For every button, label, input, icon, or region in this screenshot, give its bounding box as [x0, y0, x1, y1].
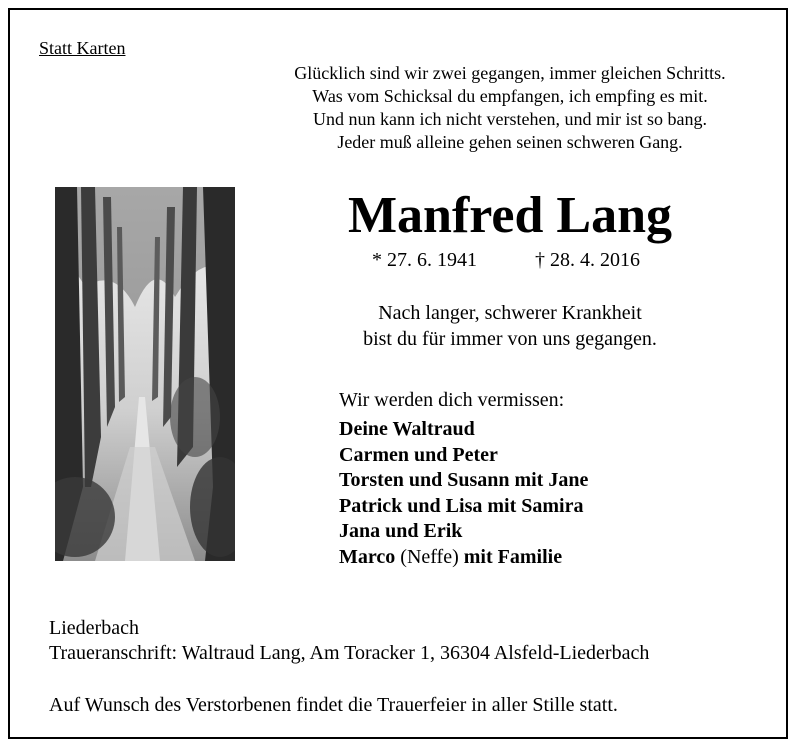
poem — [260, 62, 760, 154]
poem-line: Glücklich sind wir zwei gegangen, immer gleichen Schritts. — [294, 63, 726, 83]
tree-alley-illustration — [55, 187, 235, 561]
mourner: Deine Waltraud — [339, 418, 475, 440]
mourner: Carmen und Peter — [339, 443, 498, 466]
mourner: Patrick und Lisa mit Samira — [339, 494, 584, 517]
birth-date: * 27. 6. 1941 — [372, 249, 477, 271]
mourner-relation: (Neffe) — [400, 545, 459, 568]
statement-line: Nach langer, schwerer Krankheit — [378, 302, 642, 324]
poem-line: Was vom Schicksal du empfangen, ich empfing es mit. — [312, 86, 708, 106]
mourners-list — [339, 417, 588, 571]
statt-karten-label: Statt Karten — [39, 38, 126, 58]
statement-line: bist du für immer von uns gegangen. — [363, 328, 657, 350]
mourning-address: Traueranschrift: Waltraud Lang, Am Toracker 1, 36304 Alsfeld-Liederbach — [49, 642, 650, 664]
tree-alley-photo — [55, 187, 235, 561]
place-name: Liederbach — [49, 617, 139, 639]
mourner: Torsten und Susann mit Jane — [339, 469, 589, 492]
mourner-suffix: mit Familie — [463, 545, 563, 568]
poem-line: Jeder muß alleine gehen seinen schweren Gang. — [337, 132, 683, 152]
statement — [310, 300, 710, 352]
poem-line: Und nun kann ich nicht verstehen, und mir ist so bang. — [313, 109, 707, 129]
mourners-intro: Wir werden dich vermissen: — [339, 389, 565, 411]
mourner-name: Marco — [339, 545, 396, 568]
mourner: Jana und Erik — [339, 520, 463, 543]
mourner — [339, 545, 588, 571]
death-date: † 28. 4. 2016 — [535, 249, 640, 271]
deceased-name: Manfred Lang — [347, 187, 673, 244]
funeral-note: Auf Wunsch des Verstorbenen findet die Trauerfeier in aller Stille statt. — [49, 694, 618, 716]
